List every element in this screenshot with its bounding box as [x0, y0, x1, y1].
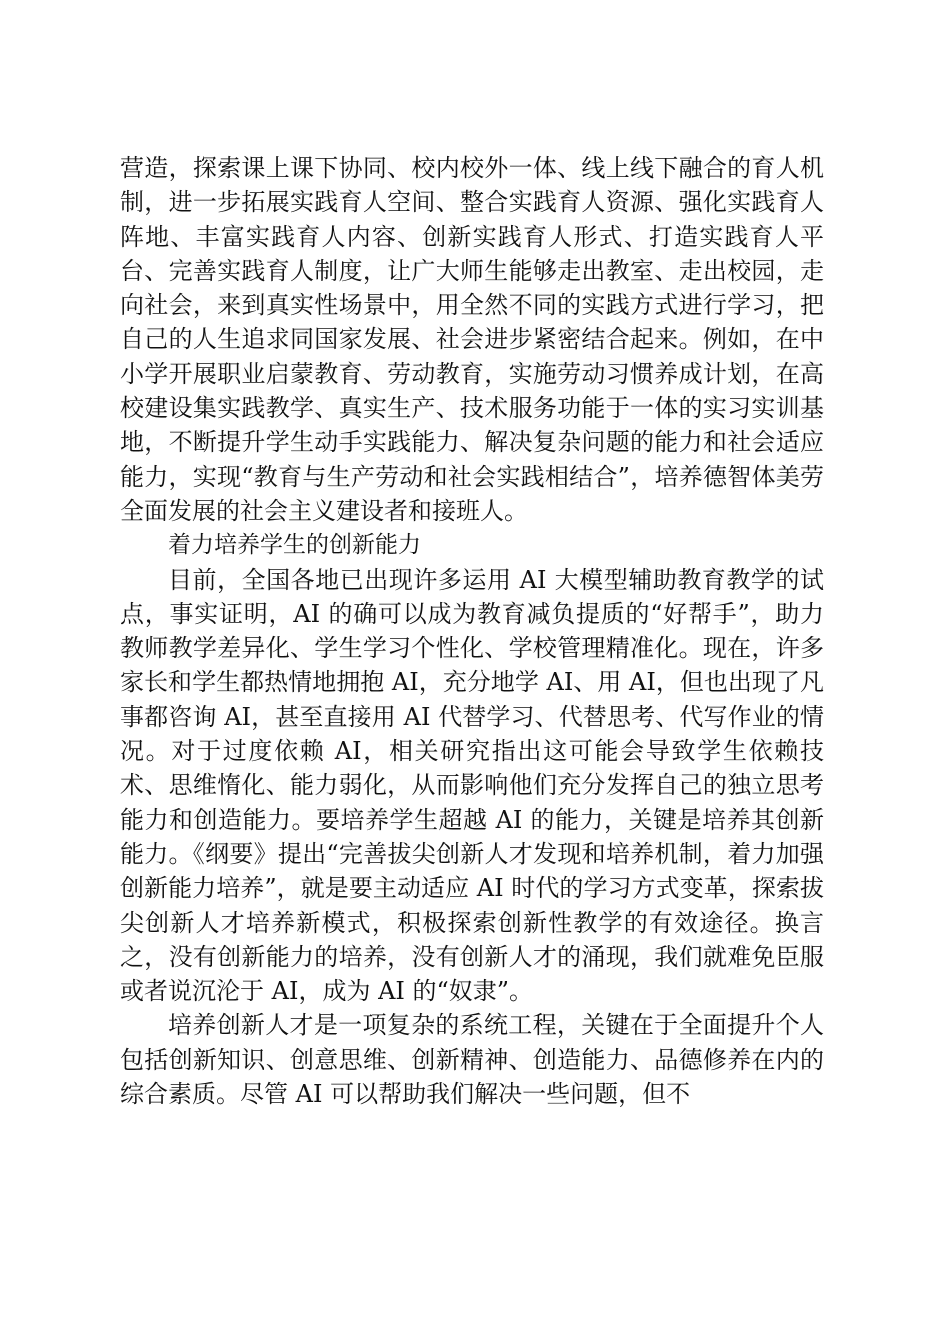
section-heading: 着力培养学生的创新能力: [168, 532, 421, 559]
body-paragraph: 培养创新人才是一项复杂的系统工程，关键在于全面提升个人包括创新知识、创意思维、创新精神、创造能力、品德修养在内的综合素质。尽管 AI 可以帮助我们解决一些问题，但不: [120, 1011, 824, 1109]
body-paragraph: 营造，探索课上课下协同、校内校外一体、线上线下融合的育人机制，进一步拓展实践育人空间、整合实践育人资源、强化实践育人阵地、丰富实践育人内容、创新实践育人形式、打造实践育人平台、完善实践育人制度，让广大师生能够走出教室、走出校园，走向社会，来到真实性场景中，用全然不同的实践方式进行学习，把自己的人生追求同国家发展、社会进步紧密结合起来。例如，在中小学开展职业启蒙教育、劳动教育，实施劳动习惯养成计划，在高校建设集实践教学、真实生产、技术服务功能于一体的实习实训基地，不断提升学生动手实践能力、解决复杂问题的能力和社会适应能力，实现“教育与生产劳动和社会实践相结合”，培养德智体美劳全面发展的社会主义建设者和接班人。: [120, 154, 824, 525]
body-paragraph: 目前，全国各地已出现许多运用 AI 大模型辅助教育教学的试点，事实证明，AI 的确可以成为教育减负提质的“好帮手”，助力教师教学差异化、学生学习个性化、学校管理精准化。现在，许多家长和学生都热情地拥抱 AI，充分地学 AI、用 AI，但也出现了凡事都咨询 AI，甚至直接用 AI 代替学习、代替思考、代写作业的情况。对于过度依赖 AI，相关研究指出这可能会导致学生依赖技术、思维惰化、能力弱化，从而影响他们充分发挥自己的独立思考能力和创造能力。要培养学生超越 AI 的能力，关键是培养其创新能力。《纲要》提出“完善拔尖创新人才发现和培养机制，着力加强创新能力培养”，就是要主动适应 AI 时代的学习方式变革，探索拔尖创新人才培养新模式，积极探索创新性教学的有效途径。换言之，没有创新能力的培养，没有创新人才的涌现，我们就难免臣服或者说沉沦于 AI，成为 AI 的“奴隶”。: [120, 565, 824, 1006]
document-page: [120, 151, 824, 1111]
